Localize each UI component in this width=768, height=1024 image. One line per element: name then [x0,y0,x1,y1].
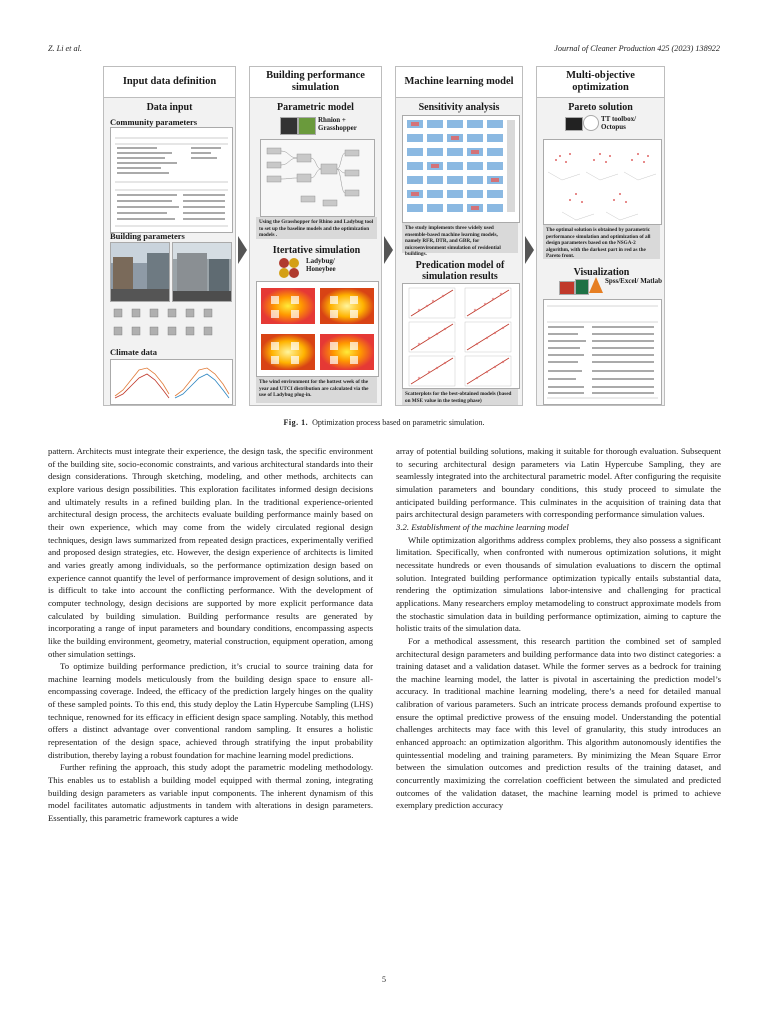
ladybug-icon [278,257,300,279]
street-photo-graphic [173,243,231,301]
machine-learning-column [395,66,523,406]
sensitivity-analysis-subtitle: Sensitivity analysis [418,102,500,113]
section-heading: 3.2. Establishment of the machine learning model [396,521,569,532]
running-head-author: Z. Li et al. [48,44,82,53]
input-data-column [103,66,236,406]
sensitivity-analysis-note: The study implements three widely used ensemble-based machine learning models, namely RFR, DTR, and GBR, for microenvironment simulation of residential buildings. [402,223,518,253]
flow-arrow [384,236,393,264]
figure-caption [0,418,768,427]
figure-caption-text: Optimization process based on parametric simulation. [312,418,485,427]
pareto-solution-subtitle: Pareto solution [568,102,633,113]
sensitivity-grid [402,115,520,223]
flow-arrow [525,236,534,264]
matlab-icon [589,277,603,293]
paragraph: While optimization algorithms address complex problems, they also possess a significant limitation. Specifically, when confronted with numerous optimization solutions, it might necessitate hundreds or even thousands of simulation evaluations to discern the optimal solution. Integrated building performance optimization typically entails substantial data, rendering the optimization simulations labor-intensive and challenging for practical applications. Many researchers employ metamodeling to construct approximate models from the stochastic simulation data in building performance optimization, aiming to capture the holistic traits of the simulation data. [396,534,721,634]
street-photo-graphic [111,243,169,301]
street-photo-1 [110,242,170,302]
rhino-icon [280,117,298,135]
paragraph: To optimize building performance prediction, it’s crucial to source training data for machine learning models meticulously from the building design space to ensure all-encompassing coverage. Indeed, the efficacy of the prediction largely hinges on the quality of these sampled points. To this end, this study deploy the Latin Hypercube Sampling (LHS) technique, renowned for its efficacy in efficient design space sampling. Notably, this method offers a distinct advantage over conventional random sampling. It ensures a holistic representation of the design space, achieved through stratifying the input probability distribution, thereby laying a robust foundation for machine learning model predictions. [48,661,373,760]
figure-caption-label: Fig. 1. [283,418,309,427]
simulation-tool-label: Ladybug/ Honeybee [306,257,336,273]
iterative-simulation-note: The wind environment for the hottest week of the year and UTCI distribution are calculated via the use of Ladybug plug-in. [256,377,377,403]
spss-icon [559,281,575,295]
climate-data-label: Climate data [110,347,157,357]
figure-1 [103,66,665,412]
paragraph: array of potential building solutions, making it suitable for thorough evaluation. Subsequent to securing architectural design parameters via Latin Hypercube Sampling, they are seamlessly integrated into the architectural parametric model. After configuring the requisite simulation parameters and boundary conditions, this study proceed to simulate the anticipated building performance. This culminates in the acquisition of training data that pairs architectural design parameters with corresponding performance simulation values. [396,446,721,520]
running-head-journal: Journal of Cleaner Production 425 (2023) 138922 [554,44,720,53]
building-performance-column [249,66,382,406]
heatmap-graphic [257,282,378,376]
grasshopper-icon [298,117,316,135]
community-parameters-label: Community parameters [110,117,198,127]
prediction-model-note: Scatterplots for the best-obtained models (based on MSE value in the testing phase) [402,389,518,405]
octopus-icon [583,115,599,131]
sensitivity-grid-graphic [403,116,519,222]
input-data-title: Input data definition [104,67,235,98]
parametric-model-note: Using the Grasshopper for Rhino and Ladybug tool to set up the baseline models and the optimization models . [256,217,377,239]
wind-utci-maps [256,281,379,377]
scatterplot-graphic [403,284,519,388]
flow-arrow [238,236,247,264]
street-photo-2 [172,242,232,302]
pareto-solution-note: The optimal solution is obtained by parametric performance simulation and optimization of all design parameters based on the NSGA-2 algorithm, with the darkest part in red as the Pareto front. [543,225,660,259]
right-text-column [396,445,721,812]
table-lines-graphic [111,128,232,232]
climate-chart-graphic [111,360,232,404]
prediction-scatterplots [402,283,520,389]
visualization-subtitle: Visualization [573,267,630,278]
prediction-model-subtitle: Predication model of simulation results [415,260,505,282]
iterative-simulation-subtitle: Itertative simulation [272,245,361,256]
massing-graphic [110,305,231,343]
machine-learning-title: Machine learning model [396,67,522,98]
climate-charts [110,359,233,405]
building-massing-icons [110,305,231,343]
pareto-graphic [544,140,661,224]
table-lines-graphic [544,300,661,404]
paragraph: pattern. Architects must integrate their experience, the design task, the specific environment of the building site, socio-economic constraints, and various architectural standards into their design considerations. Through sketching, modeling, and other methods, architects can explore various design possibilities. This exploration facilitates informed design decisions and ultimately results in a refined building plan. In the traditional experience-oriented architectural design process, the architects evaluate building performance mainly based on their own experience, which may come from the widely circulated regional design techniques, design laws summarized from repeated design practices, experimentally verified and proposed design strategies, etc. However, the design experience of architects is limited and varies greatly among individuals, so the performance optimization design based on experience cannot quantify the level of performance improvement of design solutions, and it is difficult to take into account the conflicting performance. With the development of computer technology, design decisions are supported by more explicit performance data calculated by building simulation. Building performance results are generated by incorporating a range of input parameters and boundary conditions, encompassing aspects like the building environment, geometry, material construction, equipment operation, among other simulation settings. [48,446,373,659]
community-parameter-table [110,127,233,233]
node-graph-graphic [261,140,374,216]
parametric-model-subtitle: Parametric model [277,102,354,113]
pareto-plots [543,139,662,225]
building-performance-title: Building performance simulation [250,67,381,98]
visualization-tool-label: Spss/Excel/ Matlab [605,277,662,285]
tt-toolbox-icon [565,117,583,131]
optimization-tool-label: TT toolbox/ Octopus [601,115,637,131]
grasshopper-script-image [260,139,375,217]
paragraph: Further refining the approach, this study adopt the parametric modeling methodology. This enables us to establish a building model equipped with thermal zoning, integrating building design parameters as variable input components. The inherent dynamism of this model facilitates automatic adjustments in tandem with alterations in design parameters. Essentially, this parametric framework captures a wide [48,762,373,824]
multi-objective-title: Multi-objective optimization [537,67,664,98]
excel-icon [575,279,589,295]
left-text-column [48,445,373,825]
data-input-subtitle: Data input [146,102,193,113]
page-number: 5 [382,975,386,984]
paragraph: For a methodical assessment, this research partition the combined set of sampled architectural design parameters and building performance data into two distinct categories: a training dataset and a validation dataset. While the former serves as a bedrock for training the machine learning model, the latter is pivotal in ascertaining the prediction model’s accuracy. In traditional machine learning modeling, there’s a need for detailed manual calibration of various parameters. Such an intricate process demands profound expertise to ensure the optimal predictive prowess of the ensuing model. Understanding the potential challenges architects may face with this level of granularity, this study introduces an enhanced approach: an optimization algorithm. This algorithm autonomously identifies the quintessential modeling and training parameters. By minimizing the Mean Square Error between the simulation outcomes and prediction results of the training dataset, and concurrently maximizing the correlation coefficient between the simulated and predicted outcomes of the validation dataset, the machine learning model is primed to achieve exemplary prediction accuracy [396,635,721,811]
design-variables-table [543,299,662,405]
parametric-tool-label: Rhnion + Grasshopper [318,116,357,132]
ladybug-honeybee-icons [278,257,300,279]
building-parameters-label: Building parameters [110,231,185,241]
multi-objective-column [536,66,665,406]
